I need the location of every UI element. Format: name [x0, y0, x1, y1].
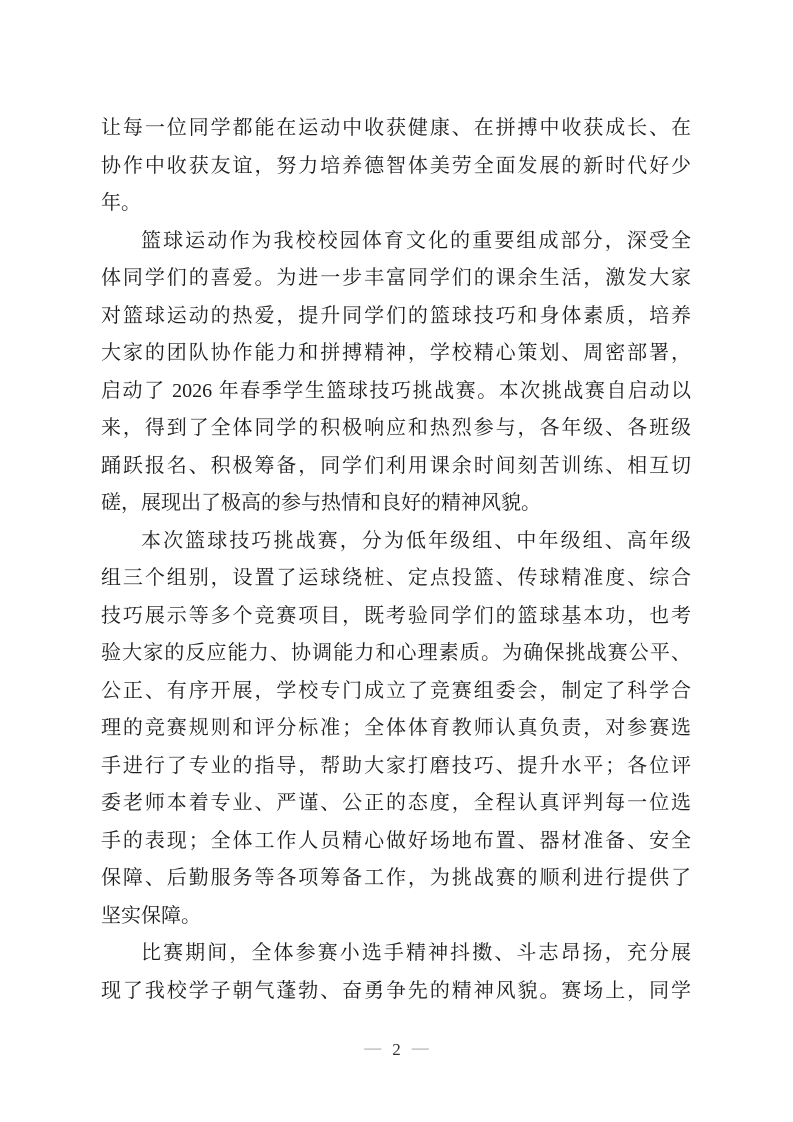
page-number: 2 [392, 1040, 401, 1059]
text-line: 对篮球运动的热爱，提升同学们的篮球技巧和身体素质，培养 [101, 304, 691, 327]
paragraph-basketball-launch [101, 223, 691, 523]
page-number-dash-left: — [364, 1038, 382, 1057]
text-line: 技巧展示等多个竞赛项目，既考验同学们的篮球基本功，也考 [101, 604, 691, 627]
text-line: 篮球运动作为我校校园体育文化的重要组成部分，深受全 [141, 229, 691, 252]
text-line: 保障、后勤服务等各项筹备工作，为挑战赛的顺利进行提供了 [101, 867, 691, 889]
document-body [101, 110, 691, 1010]
text-line: 体同学们的喜爱。为进一步丰富同学们的课余生活，激发大家 [101, 267, 691, 289]
page-footer [0, 1038, 793, 1062]
paragraph-competition-setup [101, 523, 691, 936]
text-line: 年。 [101, 192, 141, 214]
text-line: 协作中收获友谊，努力培养德智体美劳全面发展的新时代好少 [101, 154, 691, 177]
text-line: 验大家的反应能力、协调能力和心理素质。为确保挑战赛公平、 [101, 642, 691, 664]
text-line: 现了我校学子朝气蓬勃、奋勇争先的精神风貌。赛场上，同学 [101, 979, 691, 1002]
paragraph-competition-spirit [101, 935, 691, 1010]
text-line: 手进行了专业的指导，帮助大家打磨技巧、提升水平；各位评 [101, 754, 691, 777]
text-line: 公正、有序开展，学校专门成立了竞赛组委会，制定了科学合 [101, 679, 691, 702]
text-line: 组三个组别，设置了运球绕桩、定点投篮、传球精准度、综合 [101, 567, 691, 589]
text-line: 来，得到了全体同学的积极响应和热烈参与，各年级、各班级 [101, 417, 691, 439]
text-line: 理的竞赛规则和评分标准；全体体育教师认真负责，对参赛选 [101, 717, 691, 739]
text-line: 手的表现；全体工作人员精心做好场地布置、器材准备、安全 [101, 829, 691, 852]
text-line: 让每一位同学都能在运动中收获健康、在拼搏中收获成长、在 [101, 117, 691, 139]
text-line: 比赛期间，全体参赛小选手精神抖擞、斗志昂扬，充分展 [141, 942, 691, 964]
text-line: 委老师本着专业、严谨、公正的态度，全程认真评判每一位选 [101, 792, 691, 814]
text-line: 磋，展现出了极高的参与热情和良好的精神风貌。 [101, 492, 541, 514]
text-line: 坚实保障。 [101, 904, 201, 927]
text-line: 本次篮球技巧挑战赛，分为低年级组、中年级组、高年级 [141, 529, 691, 552]
paragraph-continuation [101, 110, 691, 223]
text-line: 大家的团队协作能力和拼搏精神，学校精心策划、周密部署， [101, 342, 691, 364]
page-number-dash-right: — [411, 1038, 429, 1057]
text-line: 踊跃报名、积极筹备，同学们利用课余时间刻苦训练、相互切 [101, 454, 691, 477]
text-line: 启动了 2026 年春季学生篮球技巧挑战赛。本次挑战赛自启动以 [101, 379, 691, 402]
